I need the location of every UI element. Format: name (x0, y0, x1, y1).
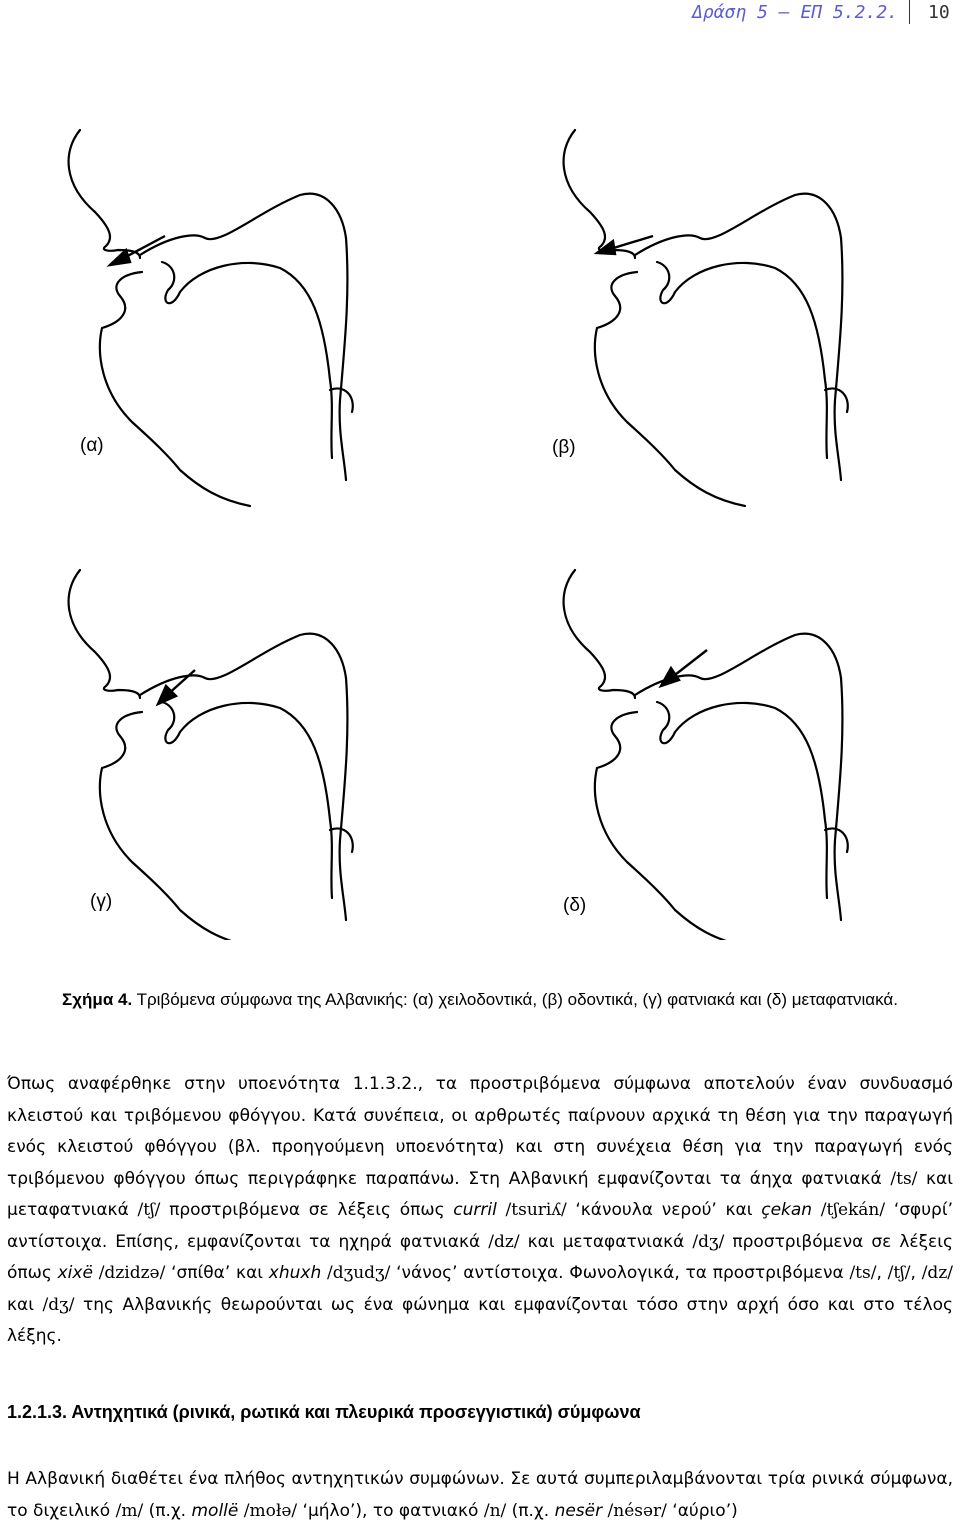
vocal-tract-figure (0, 60, 960, 940)
arrow-icon (158, 670, 195, 704)
page-number: 10 (928, 2, 950, 23)
diagram-labiodental (69, 130, 353, 506)
header-divider (909, 0, 910, 24)
label-b: (β) (552, 437, 576, 458)
label-a: (α) (80, 435, 104, 456)
paragraph-affricates: Όπως αναφέρθηκε στην υποενότητα 1.1.3.2., τα προστριβόμενα σύμφωνα αποτελούν έναν συνδυασμό κλειστού και τριβόμενου φθόγγου. Κατά συνέπεια, οι αρθρωτές παίρνουν αρχικά τη θέση για την παραγωγή ενός κλειστού φθόγγου (βλ. προηγούμενη υποενότητα) και στη συνέχεια θέση για την παραγωγή ενός τριβόμενου φθόγγου όπως περιγράφηκε παραπάνω. Στη Αλβανική εμφανίζονται τα άηχα φατνιακά /ts/ και μεταφατνιακά /tʃ/ προστριβόμενα σε λέξεις όπως curril /tsuriʎ/ ‘κάνουλα νερού’ και çekan /tʃekán/ ‘σφυρί’ αντίστοιχα. Επίσης, εμφανίζονται τα ηχηρά φατνιακά /dz/ και μεταφατνιακά /dʒ/ προστριβόμενα σε λέξεις όπως xixë /dzidzə/ ‘σπίθα’ και xhuxh /dʒudʒ/ ‘νάνος’ αντίστοιχα. Φωνολογικά, τα προστριβόμενα /ts/, /tʃ/, /dz/ και /dʒ/ της Αλβανικής θεωρούνται ως ένα φώνημα και εμφανίζονται τόσο στην αρχή όσο και στο τέλος λέξης. (7, 1074, 954, 1346)
figure-caption (60, 986, 900, 1014)
label-c: (γ) (90, 891, 113, 912)
section-heading: 1.2.1.3. Αντηχητικά (ρινικά, ρωτικά και πλευρικά προσεγγιστικά) σύμφωνα (7, 1402, 641, 1422)
paragraph-sonorants: Η Αλβανική διαθέτει ένα πλήθος αντηχητικών συμφώνων. Σε αυτά συμπεριλαμβάνονται τρία ρινικά σύμφωνα, το διχειλικό /m/ (π.χ. mollë /mołə/ ‘μήλο’), το φατνιακό /n/ (π.χ. nesër /nésər/ ‘αύριο’) (7, 1469, 953, 1521)
diagram-alveolar (69, 570, 353, 940)
running-title: Δράση 5 – ΕΠ 5.2.2. (692, 2, 898, 23)
arrow-icon (661, 650, 707, 686)
diagram-dental (564, 130, 848, 506)
caption-label: Σχήμα 4. (62, 990, 133, 1009)
label-d: (δ) (563, 895, 587, 916)
caption-text: Τριβόμενα σύμφωνα της Αλβανικής: (α) χειλοδοντικά, (β) οδοντικά, (γ) φατνιακά και (δ) μεταφατνιακά. (132, 990, 898, 1009)
diagram-postalveolar (564, 570, 848, 940)
page-header (0, 0, 960, 26)
